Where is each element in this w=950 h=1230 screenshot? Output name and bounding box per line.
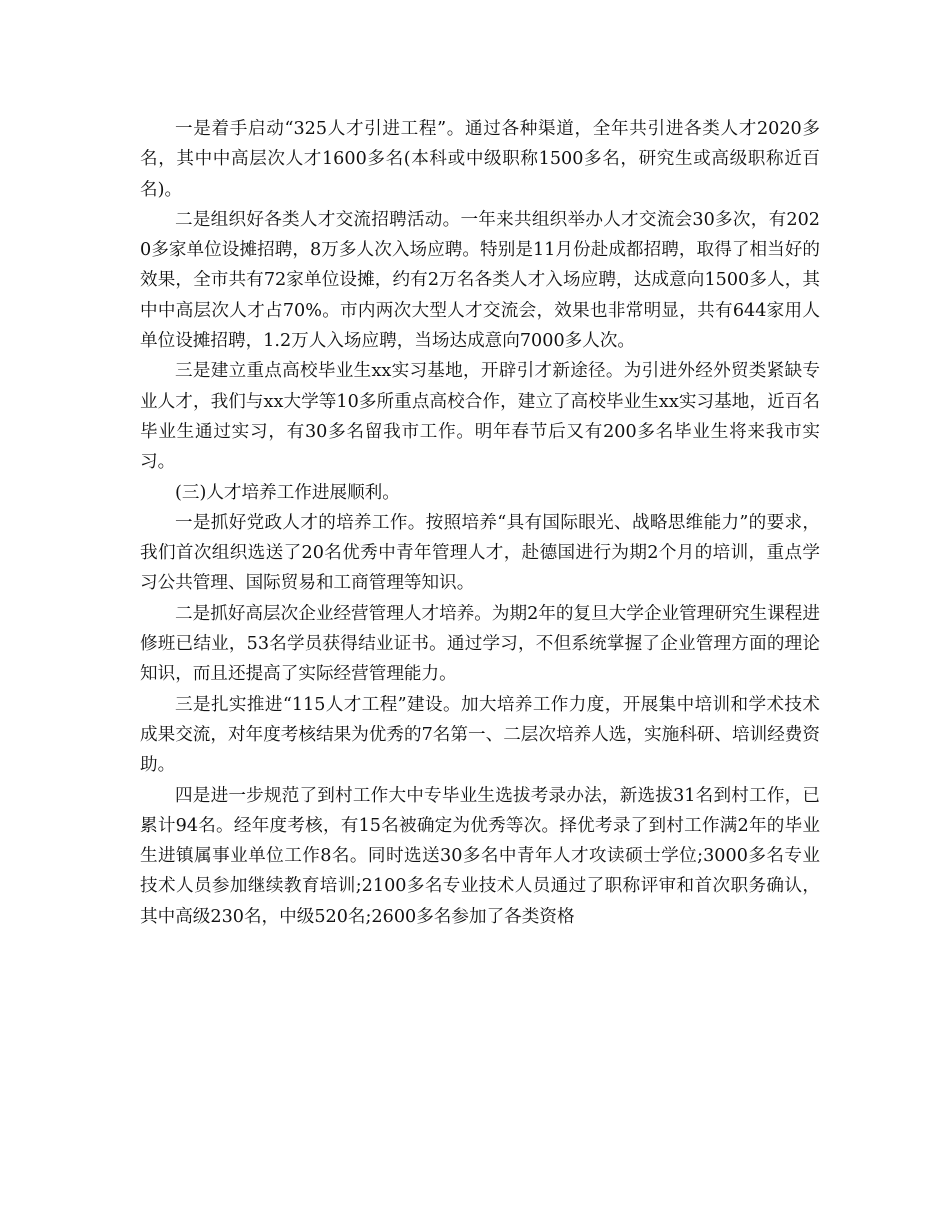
paragraph-village-graduates: 四是进一步规范了到村工作大中专毕业生选拔考录办法，新选拔31名到村工作，已累计94名。经年度考核，有15名被确定为优秀等次。择优考录了到村工作满2年的毕业生进镇属事业单位工作8名。同时选送30多名中青年人才攻读硕士学位;3000多名专业技术人员参加继续教育培训;2100多名专业技术人员通过了职称评审和首次职务确认，其中高级230名，中级520名;2600多名参加了各类资格 [140,785,820,927]
paragraph-internship-base: 三是建立重点高校毕业生xx实习基地，开辟引才新途径。为引进外经外贸类紧缺专业人才，我们与xx大学等10多所重点高校合作，建立了高校毕业生xx实习基地，近百名毕业生通过实习，有30多名留我市工作。明年春节后又有200多名毕业生将来我市实习。 [140,361,820,473]
paragraph-115-talent-project: 三是扎实推进“115人才工程”建设。加大培养工作力度，开展集中培训和学术技术成果交流，对年度考核结果为优秀的7名第一、二层次培养人选，实施科研、培训经费资助。 [140,694,820,776]
paragraph-recruitment-activities: 二是组织好各类人才交流招聘活动。一年来共组织举办人才交流会30多次，有2020多家单位设摊招聘，8万多人次入场应聘。特别是11月份赴成都招聘，取得了相当好的效果，全市共有72家单位设摊，约有2万名各类人才入场应聘，达成意向1500多人，其中中高层次人才占70%。市内两次大型人才交流会，效果也非常明显，共有644家用人单位设摊招聘，1.2万人入场应聘，当场达成意向7000多人次。 [140,209,820,352]
paragraph-party-talent-training: 一是抓好党政人才的培养工作。按照培养“具有国际眼光、战略思维能力”的要求，我们首次组织选送了20名优秀中青年管理人才，赴德国进行为期2个月的培训，重点学习公共管理、国际贸易和工商管理等知识。 [140,512,820,594]
paragraph-enterprise-talent-training: 二是抓好高层次企业经营管理人才培养。为期2年的复旦大学企业管理研究生课程进修班已结业，53名学员获得结业证书。通过学习，不但系统掌握了企业管理方面的理论知识，而且还提高了实际经营管理能力。 [140,603,820,685]
section-heading-talent-training: (三)人才培养工作进展顺利。 [175,482,400,503]
paragraph-talent-introduction: 一是着手启动“325人才引进工程”。通过各种渠道，全年共引进各类人才2020多名，其中中高层次人才1600多名(本科或中级职称1500多名，研究生或高级职称近百名)。 [140,119,820,200]
document-body [140,114,820,932]
